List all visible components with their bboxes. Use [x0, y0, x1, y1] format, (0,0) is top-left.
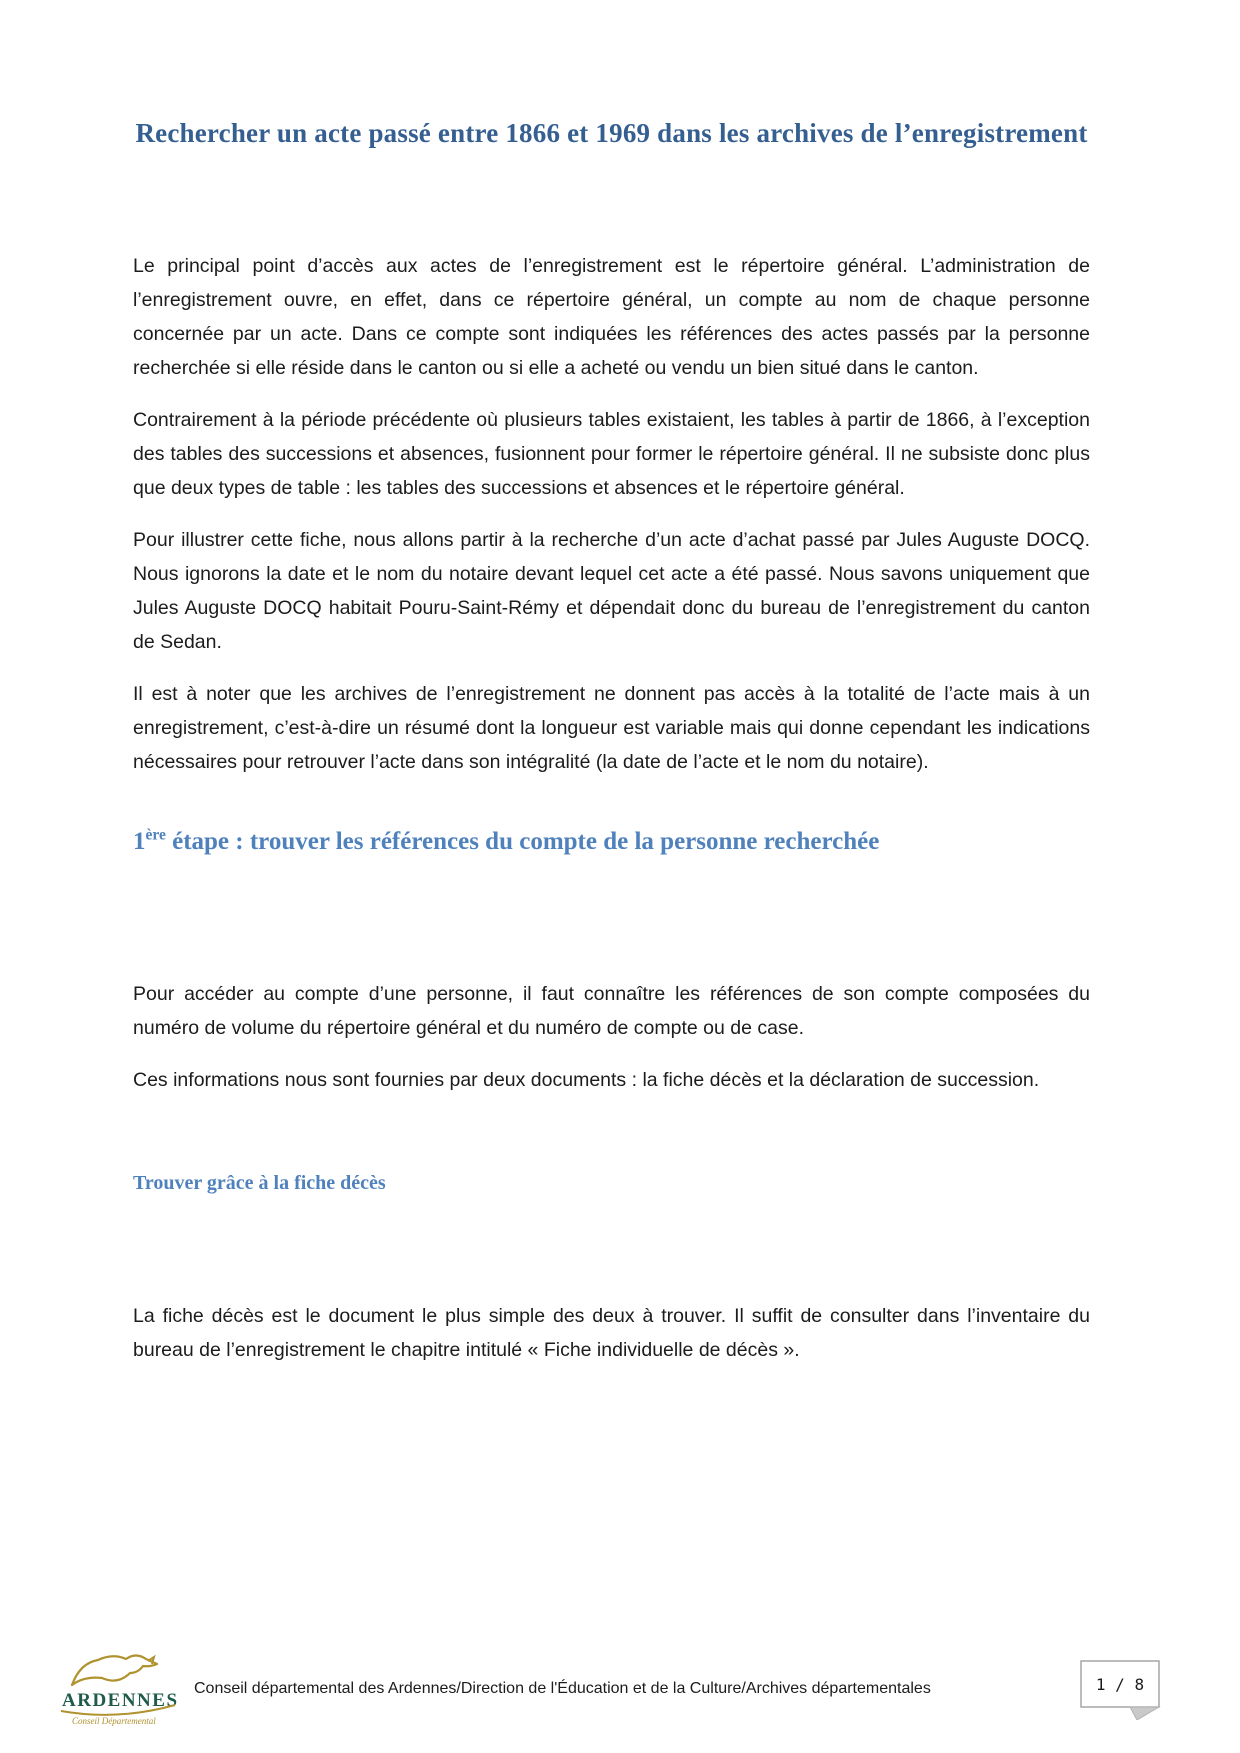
footer-department-text: Conseil départemental des Ardennes/Direction de l'Éducation et de la Culture/Archives départementales: [194, 1679, 931, 1697]
step1-section: [133, 977, 1090, 1097]
paragraph: Pour accéder au compte d’une personne, il faut connaître les références de son compte composées du numéro de volume du répertoire général et du numéro de compte ou de case.: [133, 983, 1090, 1039]
page-footer: [58, 1645, 1182, 1740]
logo-subtitle: Conseil Départemental: [72, 1716, 156, 1726]
sub-heading-fiche-deces: Trouver grâce à la fiche décès: [133, 1172, 386, 1194]
ardennes-logo: [58, 1649, 178, 1736]
ardennes-logo-icon: [58, 1649, 178, 1731]
page-number-badge: [1080, 1660, 1168, 1720]
document-title: Rechercher un acte passé entre 1866 et 1969 dans les archives de l’enregistrement: [135, 118, 1088, 148]
section-heading-step1: [133, 825, 1090, 859]
section-heading-ordinal: ère: [145, 826, 166, 844]
paragraph: Le principal point d’accès aux actes de l’enregistrement est le répertoire général. L’administration de l’enregistrement ouvre, en effet, dans ce répertoire général, un compte au nom de chaque personne concernée par un acte. Dans ce compte sont indiquées les références des actes passés par la personne recherchée si elle réside dans le canton ou si elle a acheté ou vendu un bien situé dans le canton.: [133, 255, 1090, 379]
section-heading-text: étape : trouver les références du compte de la personne recherchée: [165, 828, 880, 855]
paragraph: Contrairement à la période précédente où plusieurs tables existaient, les tables à partir de 1866, à l’exception des tables des successions et absences, fusionnent pour former le répertoire général. Il ne subsiste donc plus que deux types de table : les tables des successions et absences et le répertoire général.: [133, 409, 1090, 499]
intro-section: [133, 249, 1090, 779]
paragraph: Ces informations nous sont fournies par deux documents : la fiche décès et la déclaration de succession.: [133, 1069, 1040, 1091]
section-heading-number: 1: [133, 828, 146, 855]
paragraph: La fiche décès est le document le plus simple des deux à trouver. Il suffit de consulter dans l’inventaire du bureau de l’enregistrement le chapitre intitulé « Fiche individuelle de décès ».: [133, 1305, 1090, 1361]
fiche-deces-section: [133, 1299, 1090, 1367]
page-number: 1 / 8: [1095, 1675, 1145, 1694]
paragraph: Pour illustrer cette fiche, nous allons partir à la recherche d’un acte d’achat passé par Jules Auguste DOCQ. Nous ignorons la date et le nom du notaire devant lequel cet acte a été passé. Nous savons uniquement que Jules Auguste DOCQ habitait Pouru-Saint-Rémy et dépendait donc du bureau de l’enregistrement du canton de Sedan.: [133, 529, 1090, 653]
logo-wordmark: ARDENNES: [62, 1690, 178, 1711]
paragraph: Il est à noter que les archives de l’enregistrement ne donnent pas accès à la totalité de l’acte mais à un enregistrement, c’est-à-dire un résumé dont la longueur est variable mais qui donne cependant les indications nécessaires pour retrouver l’acte dans son intégralité (la date de l’acte et le nom du notaire).: [133, 683, 1090, 773]
